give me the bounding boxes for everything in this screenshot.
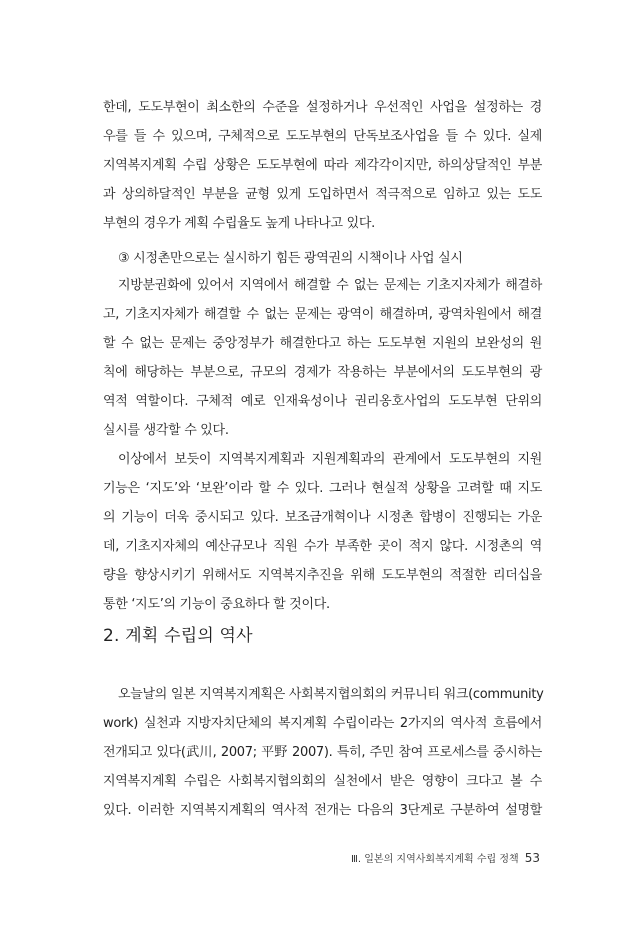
body-text-line: 있다. 이러한 지역복지계획의 역사적 전개는 다음의 3단계로 구분하여 설명할	[103, 803, 542, 818]
body-text-line: 기능은 ‘지도’와 ‘보완’이라 할 수 있다. 그러나 현실적 상황을 고려할 때 지도	[103, 481, 542, 496]
page-footer	[351, 851, 540, 867]
body-text-line: 할 수 없는 문제는 중앙정부가 해결한다고 하는 도도부현 지원의 보완성의 원	[103, 336, 542, 351]
body-text-line: 데, 기초지자체의 예산규모나 직원 수가 부족한 곳이 적지 않다. 시정촌의 역	[103, 539, 542, 554]
body-text-line: 량을 향상시키기 위해서도 지역복지추진을 위해 도도부현의 적절한 리더십을	[103, 568, 542, 583]
body-text-line: work) 실천과 지방자치단체의 복지계획 수립이라는 2가지의 역사적 흐름에서	[103, 716, 542, 731]
body-text-line: 이상에서 보듯이 지역복지계획과 지원계획과의 관계에서 도도부현의 지원	[118, 452, 542, 467]
page-number: 53	[524, 851, 540, 865]
footer-chapter-title: Ⅲ. 일본의 지역사회복지계획 수립 정책	[351, 854, 519, 865]
body-text-line: 부현의 경우가 계획 수립율도 높게 나타나고 있다.	[103, 216, 375, 231]
section-heading: 2. 계획 수립의 역사	[103, 626, 253, 646]
body-text-line: 우를 들 수 있으며, 구체적으로 도도부현의 단독보조사업을 들 수 있다. 실제	[103, 129, 542, 144]
body-text-line: 실시를 생각할 수 있다.	[103, 423, 229, 438]
body-text-line: 전개되고 있다(武川, 2007; 平野 2007). 특히, 주민 참여 프로세스를 중시하는	[103, 745, 542, 760]
list-item-heading: ③ 시정촌만으로는 실시하기 힘든 광역권의 시책이나 사업 실시	[118, 251, 463, 266]
body-text-line: 역적 역할이다. 구체적 예로 인재육성이나 권리옹호사업의 도도부현 단위의	[103, 394, 542, 409]
body-text-line: 지역복지계획 수립은 사회복지협의회의 실천에서 받은 영향이 크다고 볼 수	[103, 774, 542, 789]
body-text-line: 칙에 해당하는 부분으로, 규모의 경제가 작용하는 부분에서의 도도부현의 광	[103, 365, 542, 380]
body-text-line: 한데, 도도부현이 최소한의 수준을 설정하거나 우선적인 사업을 설정하는 경	[103, 100, 542, 115]
body-text-line: 의 기능이 더욱 중시되고 있다. 보조금개혁이나 시정촌 합병이 진행되는 가운	[103, 510, 542, 525]
body-text-line: 지역복지계획 수립 상황은 도도부현에 따라 제각각이지만, 하의상달적인 부분	[103, 158, 542, 173]
body-text-line: 고, 기초지자체가 해결할 수 없는 문제는 광역이 해결하며, 광역차원에서 해결	[103, 307, 542, 322]
body-text-line: 과 상의하달적인 부분을 균형 있게 도입하면서 적극적으로 임하고 있는 도도	[103, 187, 542, 202]
body-text-line: 지방분권화에 있어서 지역에서 해결할 수 없는 문제는 기초지자체가 해결하	[118, 278, 542, 293]
body-text-line: 오늘날의 일본 지역복지계획은 사회복지협의회의 커뮤니티 워크(community	[118, 687, 544, 702]
body-text-line: 통한 ‘지도’의 기능이 중요하다 할 것이다.	[103, 597, 330, 612]
